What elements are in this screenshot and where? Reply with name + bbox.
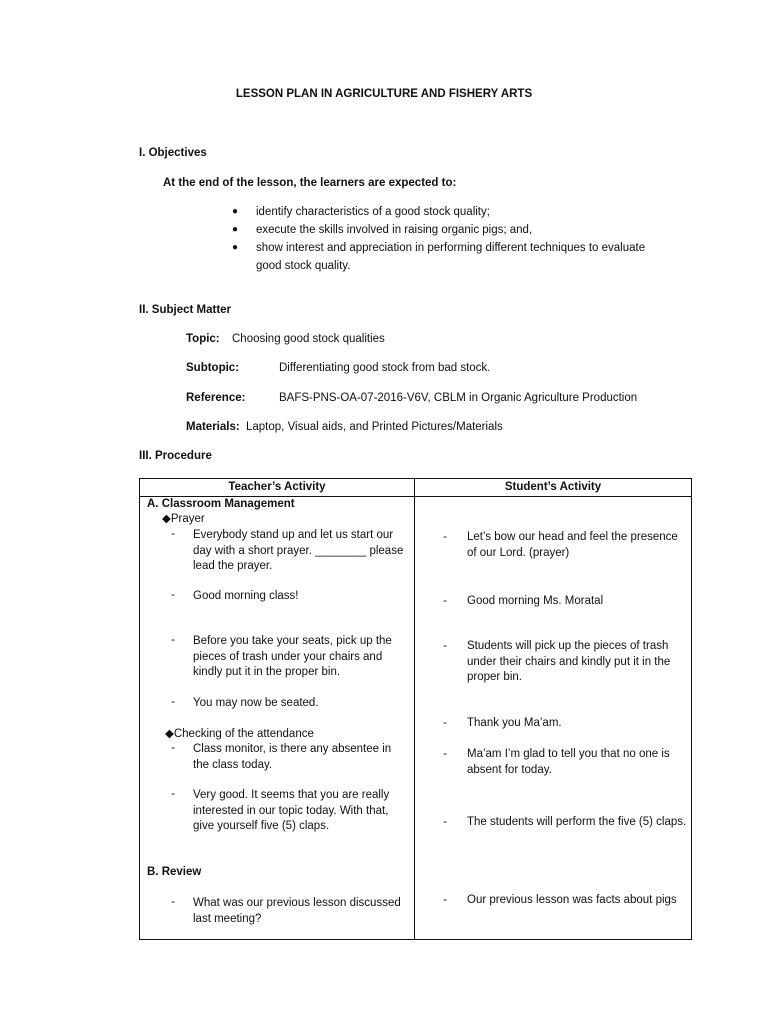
teacher-activity-header: Teacher’s Activity xyxy=(140,479,415,497)
topic-label: Topic: xyxy=(186,333,220,345)
dash-marker: - xyxy=(443,531,447,543)
teacher-line-review: What was our previous lesson discussed last meeting? xyxy=(193,897,401,925)
materials-value: Laptop, Visual aids, and Printed Pictures/Materials xyxy=(246,421,503,433)
student-line-prayer: Let’s bow our head and feel the presence of our Lord. (prayer) xyxy=(467,531,678,559)
section-b-heading: B. Review xyxy=(147,866,202,878)
objective-item-1: identify characteristics of a good stock quality; xyxy=(256,206,490,218)
student-line-review: Our previous lesson was facts about pigs xyxy=(467,894,677,906)
dash-marker: - xyxy=(171,528,175,540)
student-activity-cell xyxy=(415,497,692,940)
table-row xyxy=(140,497,692,940)
teacher-line-claps: Very good. It seems that you are really interested in our topic today. With that, give yourself five (5) claps. xyxy=(193,789,390,832)
dash-marker: - xyxy=(171,742,175,754)
teacher-line-greeting: Good morning class! xyxy=(193,590,299,602)
objective-item-2: execute the skills involved in raising organic pigs; and, xyxy=(256,224,533,236)
dash-marker: - xyxy=(443,640,447,652)
dash-marker: - xyxy=(171,896,175,908)
subtopic-value: Differentiating good stock from bad stock. xyxy=(279,362,491,374)
teacher-line-prayer: Everybody stand up and let us start our day with a short prayer. ________ please lead the prayer. xyxy=(193,529,404,572)
dash-marker: - xyxy=(443,748,447,760)
subtopic-label: Subtopic: xyxy=(186,362,240,374)
dash-marker: - xyxy=(171,696,175,708)
objectives-heading: I. Objectives xyxy=(139,147,207,159)
dash-marker: - xyxy=(171,788,175,800)
page-title: LESSON PLAN IN AGRICULTURE AND FISHERY ARTS xyxy=(235,88,533,100)
materials-label: Materials: xyxy=(186,421,240,433)
objective-item-3-continued: good stock quality. xyxy=(256,260,351,272)
dash-marker: - xyxy=(443,717,447,729)
teacher-line-trash: Before you take your seats, pick up the pieces of trash under your chairs and kindly put it in the proper bin. xyxy=(193,635,392,678)
reference-label: Reference: xyxy=(186,392,246,404)
dash-marker: - xyxy=(171,634,175,646)
student-line-greeting: Good morning Ms. Moratal xyxy=(467,595,604,607)
procedure-table xyxy=(139,478,692,940)
student-line-trash: Students will pick up the pieces of trash under their chairs and kindly put it in the proper bin. xyxy=(467,640,671,683)
topic-value: Choosing good stock qualities xyxy=(232,333,385,345)
student-line-thanks: Thank you Ma’am. xyxy=(467,717,562,729)
reference-value: BAFS-PNS-OA-07-2016-V6V, CBLM in Organic Agriculture Production xyxy=(279,392,638,404)
dash-marker: - xyxy=(171,589,175,601)
table-header-row xyxy=(140,479,692,497)
procedure-heading: III. Procedure xyxy=(139,450,212,462)
dash-marker: - xyxy=(443,894,447,906)
student-line-attendance: Ma’am I’m glad to tell you that no one is absent for today. xyxy=(467,748,670,776)
prayer-subheading: ◆Prayer xyxy=(162,513,205,525)
objectives-intro: At the end of the lesson, the learners are expected to: xyxy=(163,177,457,189)
teacher-activity-cell xyxy=(140,497,415,940)
student-activity-header: Student’s Activity xyxy=(415,479,692,497)
teacher-line-attendance: Class monitor, is there any absentee in the class today. xyxy=(193,743,392,771)
bullet-icon: ● xyxy=(231,224,239,235)
dash-marker: - xyxy=(443,816,447,828)
student-line-claps: The students will perform the five (5) claps. xyxy=(467,816,687,828)
bullet-icon: ● xyxy=(231,242,239,253)
dash-marker: - xyxy=(443,595,447,607)
bullet-icon: ● xyxy=(231,206,239,217)
section-a-heading: A. Classroom Management xyxy=(147,498,295,510)
subject-matter-heading: II. Subject Matter xyxy=(139,304,232,316)
attendance-subheading: ◆Checking of the attendance xyxy=(165,728,314,740)
objective-item-3: show interest and appreciation in performing different techniques to evaluate xyxy=(256,242,646,254)
teacher-line-seated: You may now be seated. xyxy=(193,697,319,709)
